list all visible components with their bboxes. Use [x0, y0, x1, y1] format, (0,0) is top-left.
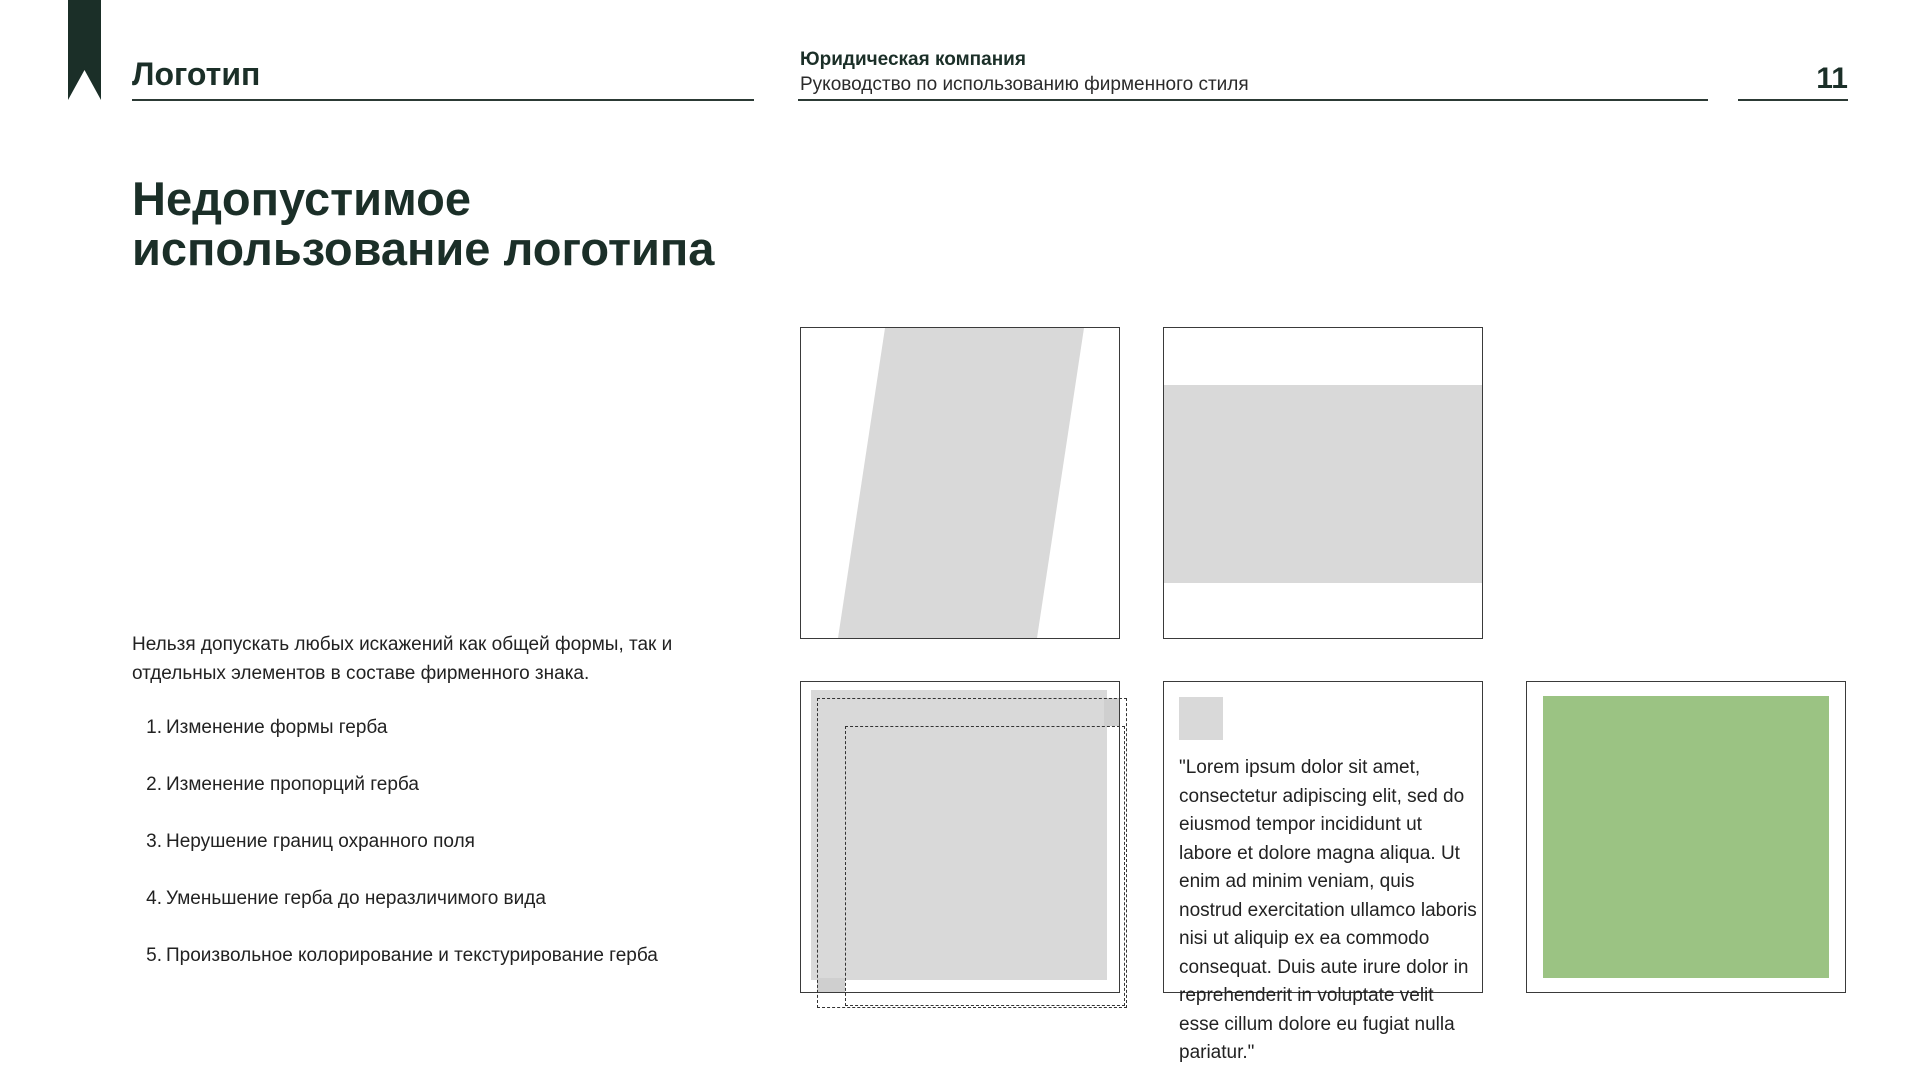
- list-item-text: Изменение формы герба: [166, 717, 388, 738]
- example-card-recoloring: [1526, 681, 1846, 993]
- guide-title: Руководство по использованию фирменного стиля: [800, 74, 1249, 95]
- sample-text: "Lorem ipsum dolor sit amet, consectetur adipiscing elit, sed do eiusmod tempor incididunt ut labore et dolore magna aliqua. Ut enim ad minim veniam, quis nostrud exercitation ullamco laboris nisi ut aliquip ex ea commodo consequat. Duis aute irure dolor in reprehenderit in voluptate velit esse cillum dolore eu fugiat nulla pariatur.": [1179, 757, 1477, 1063]
- list-item: [132, 712, 658, 769]
- divider: [1738, 99, 1848, 101]
- example-card-clear-space-violation: [800, 681, 1120, 993]
- example-card-shape-distortion: [800, 327, 1120, 639]
- page-heading: Недопустимое использование логотипа: [132, 172, 715, 275]
- company-name: Юридическая компания: [800, 49, 1026, 70]
- section-title: Логотип: [132, 56, 261, 92]
- list-item-number: 1.: [146, 717, 162, 738]
- list-item-number: 5.: [146, 945, 162, 966]
- divider: [132, 99, 754, 101]
- list-item-number: 3.: [146, 831, 162, 852]
- example-card-too-small: [1163, 681, 1483, 1063]
- divider: [798, 99, 1708, 101]
- list-item: [132, 940, 658, 997]
- safe-area-boundary: [845, 726, 1125, 1006]
- list-item-text: Нерушение границ охранного поля: [166, 831, 475, 852]
- list-item-number: 4.: [146, 888, 162, 909]
- skewed-logo-placeholder: [801, 328, 1119, 638]
- list-item-number: 2.: [146, 774, 162, 795]
- list-item-text: Произвольное колорирование и текстурирование герба: [166, 945, 658, 966]
- recolored-logo-placeholder: [1543, 696, 1829, 978]
- stretched-logo-placeholder: [1164, 385, 1482, 583]
- description-text: Нельзя допускать любых искажений как общей формы, так и отдельных элементов в составе фирменного знака.: [132, 634, 673, 684]
- list-item: [132, 769, 658, 826]
- list-item: [132, 826, 658, 883]
- bookmark-icon: [68, 0, 101, 100]
- example-card-proportion-change: [1163, 327, 1483, 639]
- page-number: 11: [1816, 62, 1848, 95]
- rules-list: [132, 712, 658, 997]
- tiny-logo-placeholder: [1179, 697, 1223, 740]
- list-item-text: Уменьшение герба до неразличимого вида: [166, 888, 546, 909]
- list-item-text: Изменение пропорций герба: [166, 774, 419, 795]
- list-item: [132, 883, 658, 940]
